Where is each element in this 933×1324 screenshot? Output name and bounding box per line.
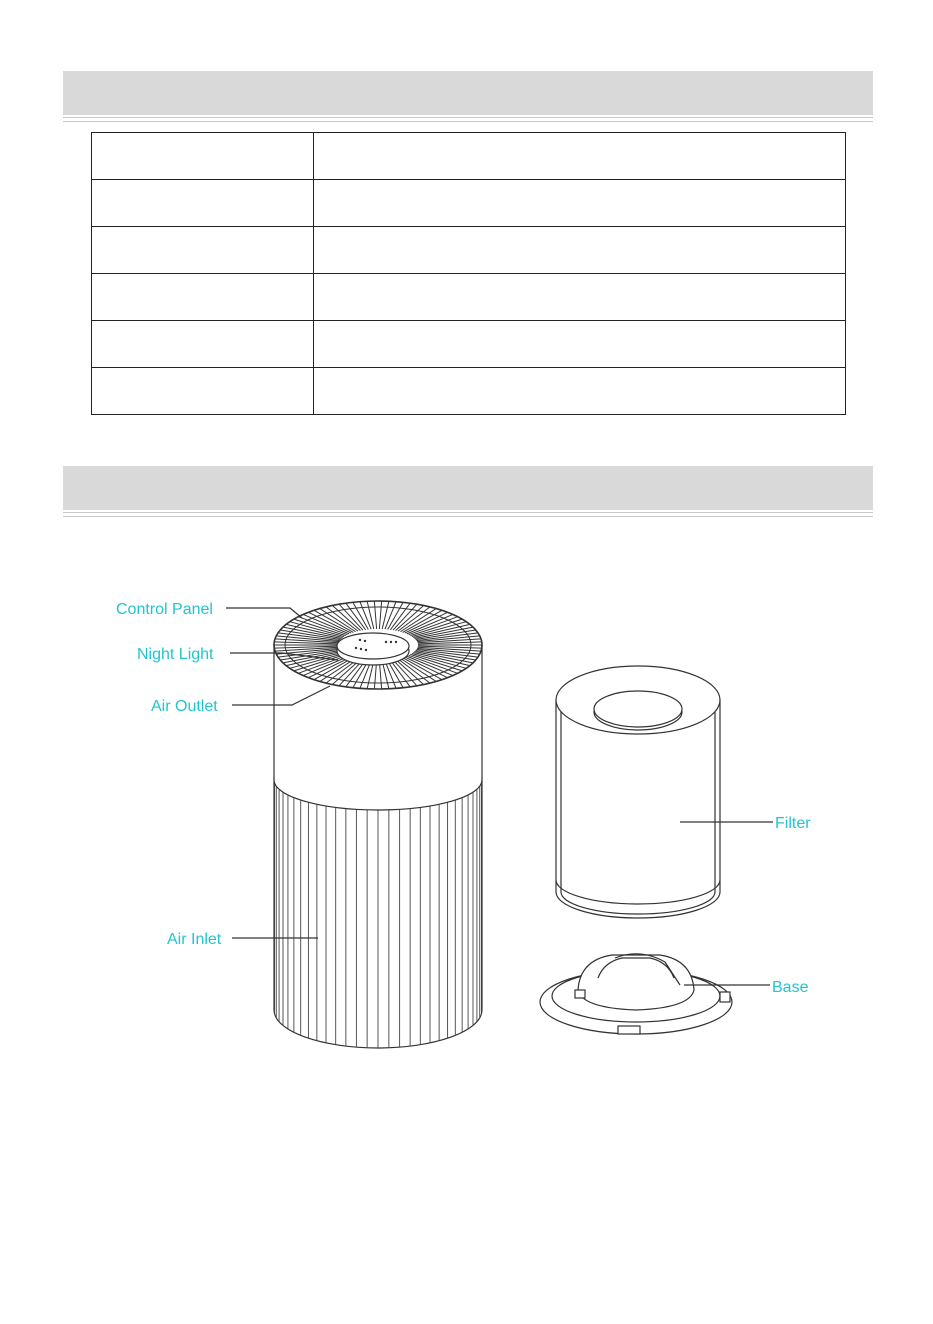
label-control-panel: Control Panel (116, 601, 213, 618)
base-unit (540, 954, 732, 1034)
purifier-unit (274, 601, 482, 1048)
label-night-light: Night Light (137, 646, 214, 663)
label-filter: Filter (775, 815, 811, 832)
label-air-inlet: Air Inlet (167, 931, 222, 948)
filter-cartridge (556, 666, 720, 918)
label-base: Base (772, 979, 809, 996)
control-panel-disk (337, 633, 409, 659)
label-air-outlet: Air Outlet (151, 698, 218, 715)
leader-control-panel (226, 608, 302, 618)
